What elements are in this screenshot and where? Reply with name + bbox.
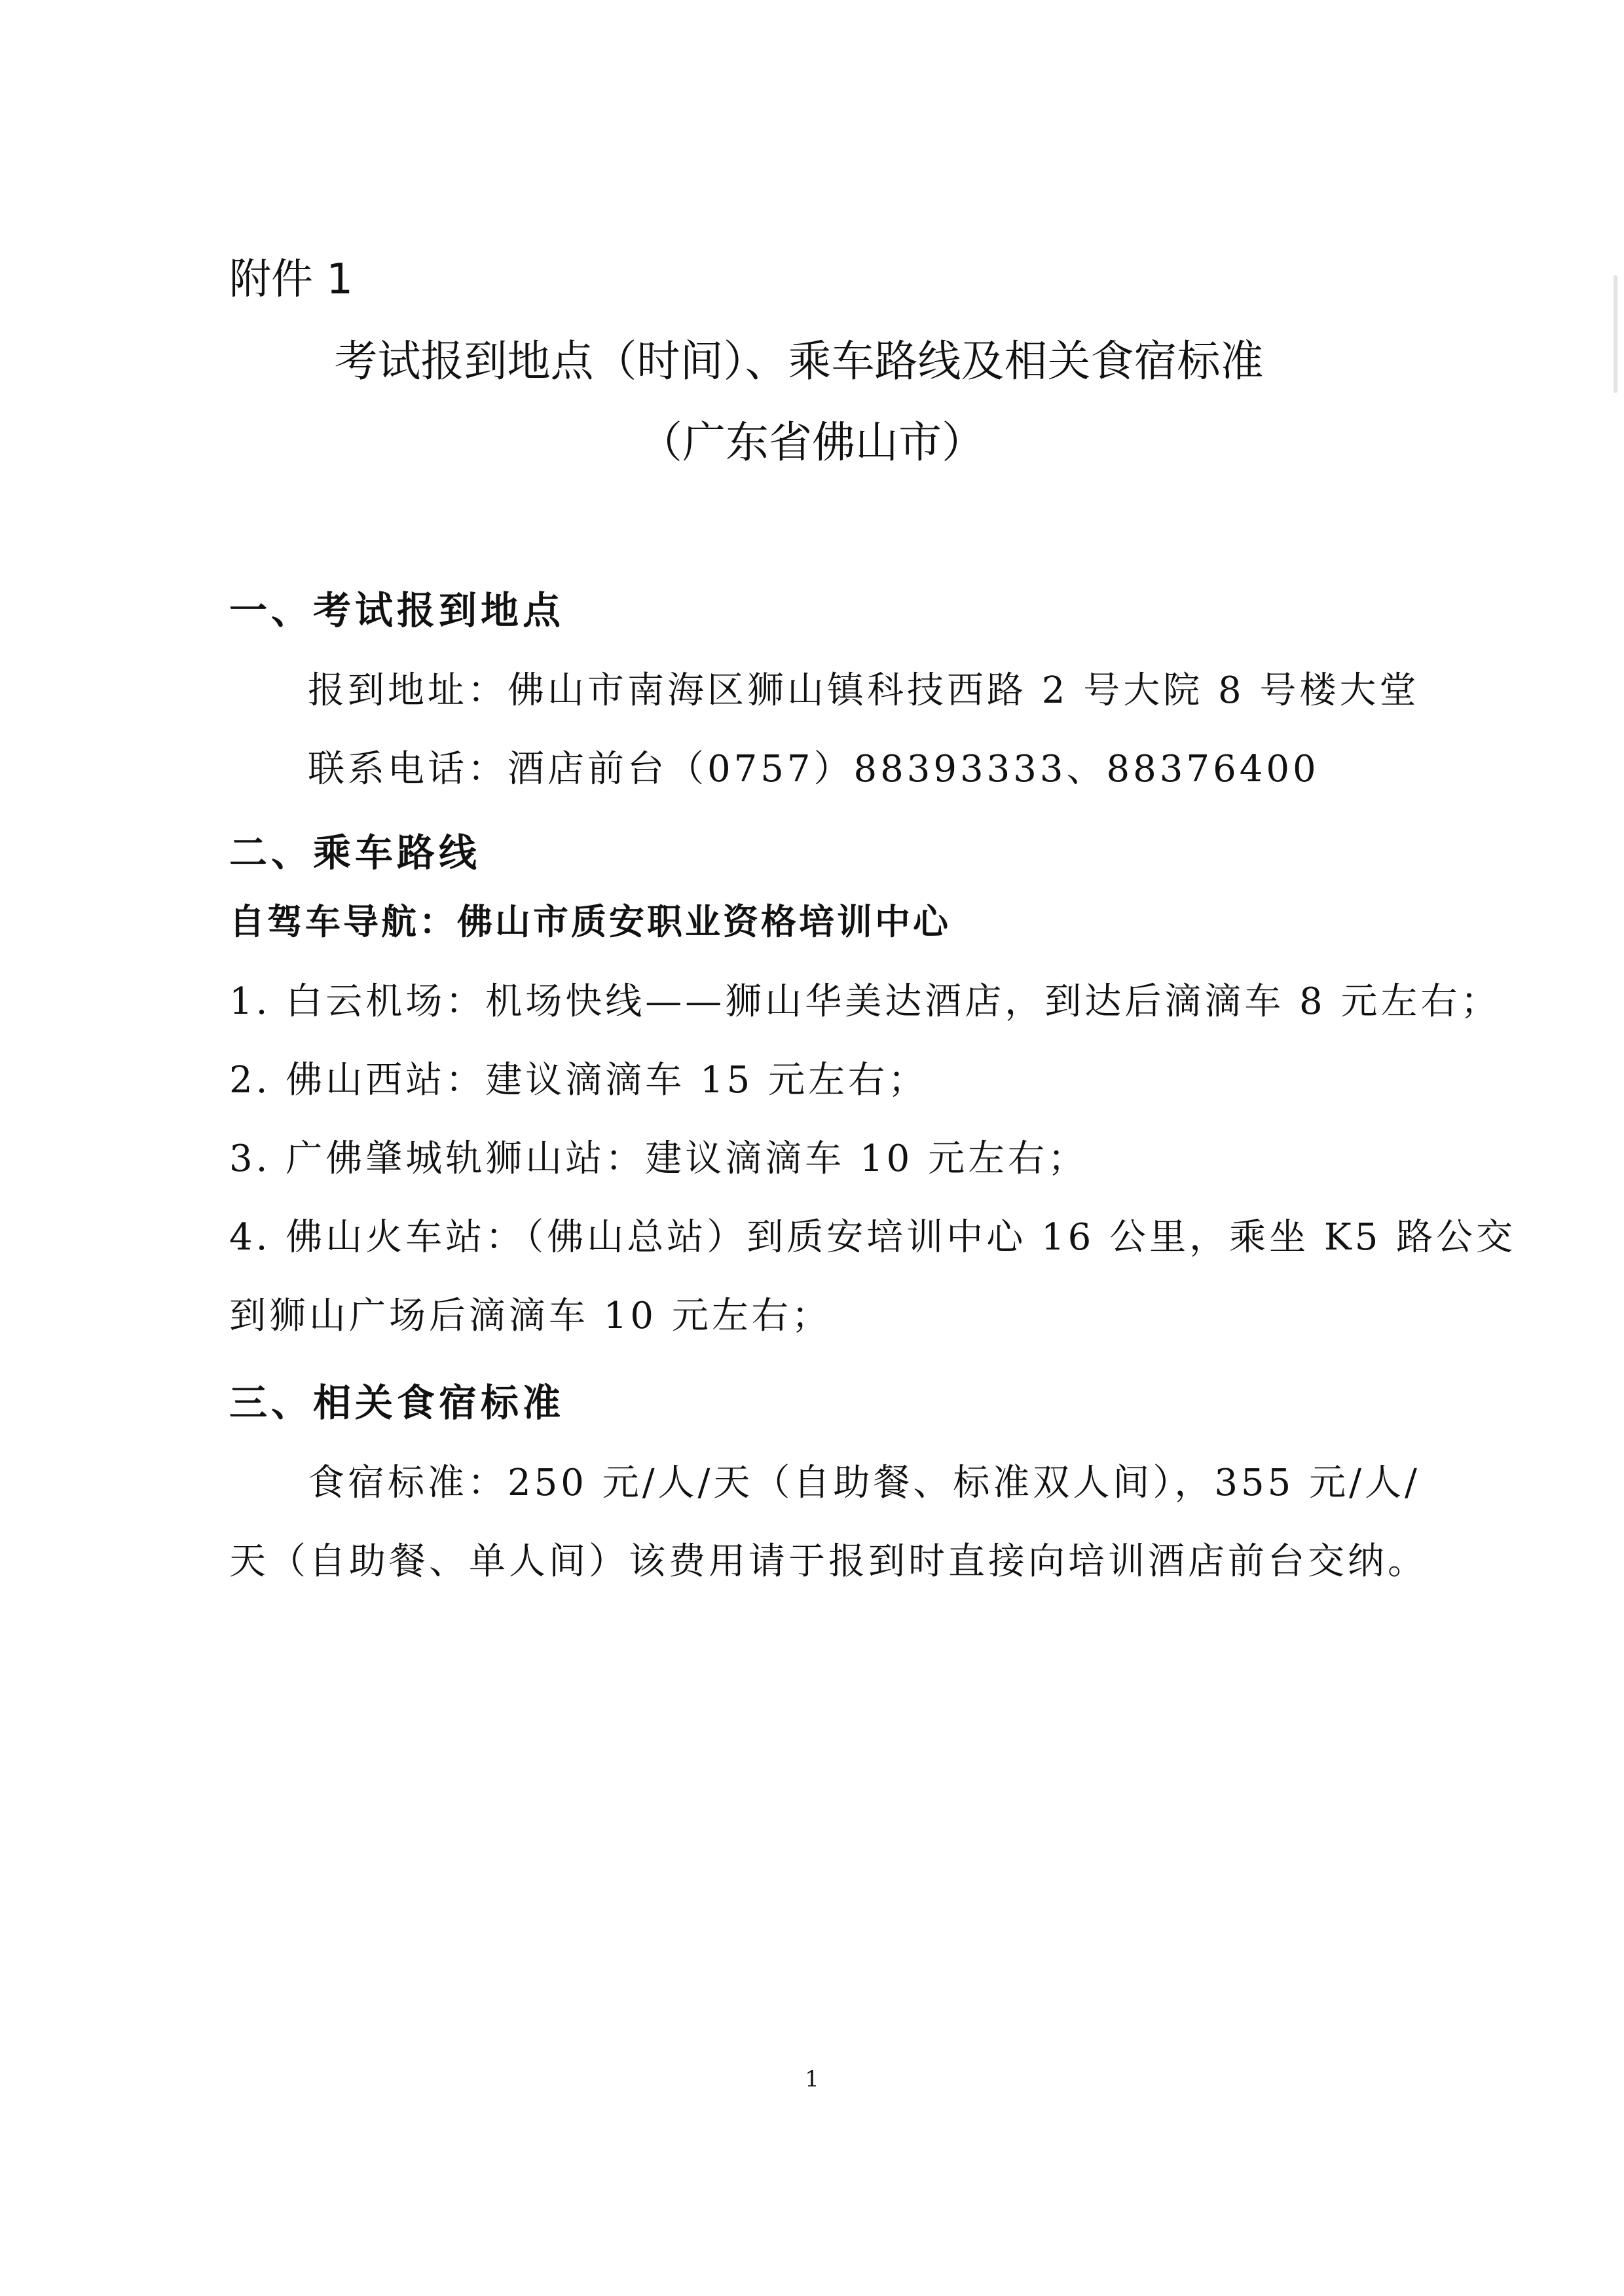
document-subtitle: （广东省佛山市）: [639, 417, 985, 468]
route-item: 2. 佛山西站：建议滴滴车 15 元左右；: [229, 1059, 929, 1102]
document-title: 考试报到地点（时间）、乘车路线及相关食宿标准: [334, 336, 1264, 386]
address-line: 报到地址：佛山市南海区狮山镇科技西路 2 号大院 8 号楼大堂: [308, 669, 1420, 712]
page-number: 1: [805, 2066, 819, 2092]
phone-line: 联系电话：酒店前台（0757）88393333、88376400: [308, 748, 1320, 790]
section-heading-routes: 二、乘车路线: [229, 830, 481, 875]
route-item-continuation: 到狮山广场后滴滴车 10 元左右；: [229, 1295, 832, 1337]
route-item: 3. 广佛肇城轨狮山站：建议滴滴车 10 元左右；: [229, 1138, 1088, 1180]
attachment-label: 附件 1: [229, 255, 354, 304]
section-heading-location: 一、考试报到地点: [229, 588, 565, 633]
scan-edge-mark: [1614, 275, 1617, 393]
accommodation-line: 食宿标准：250 元/人/天（自助餐、标准双人间），355 元/人/: [308, 1462, 1420, 1504]
route-item: 1. 白云机场：机场快线——狮山华美达酒店，到达后滴滴车 8 元左右；: [229, 980, 1501, 1023]
section-heading-accommodation: 三、相关食宿标准: [229, 1380, 565, 1425]
route-item: 4. 佛山火车站：（佛山总站）到质安培训中心 16 公里，乘坐 K5 路公交: [229, 1216, 1517, 1259]
accommodation-line-continuation: 天（自助餐、单人间）该费用请于报到时直接向培训酒店前台交纳。: [229, 1540, 1428, 1583]
navigation-destination: 自驾车导航：佛山市质安职业资格培训中心: [229, 900, 951, 942]
